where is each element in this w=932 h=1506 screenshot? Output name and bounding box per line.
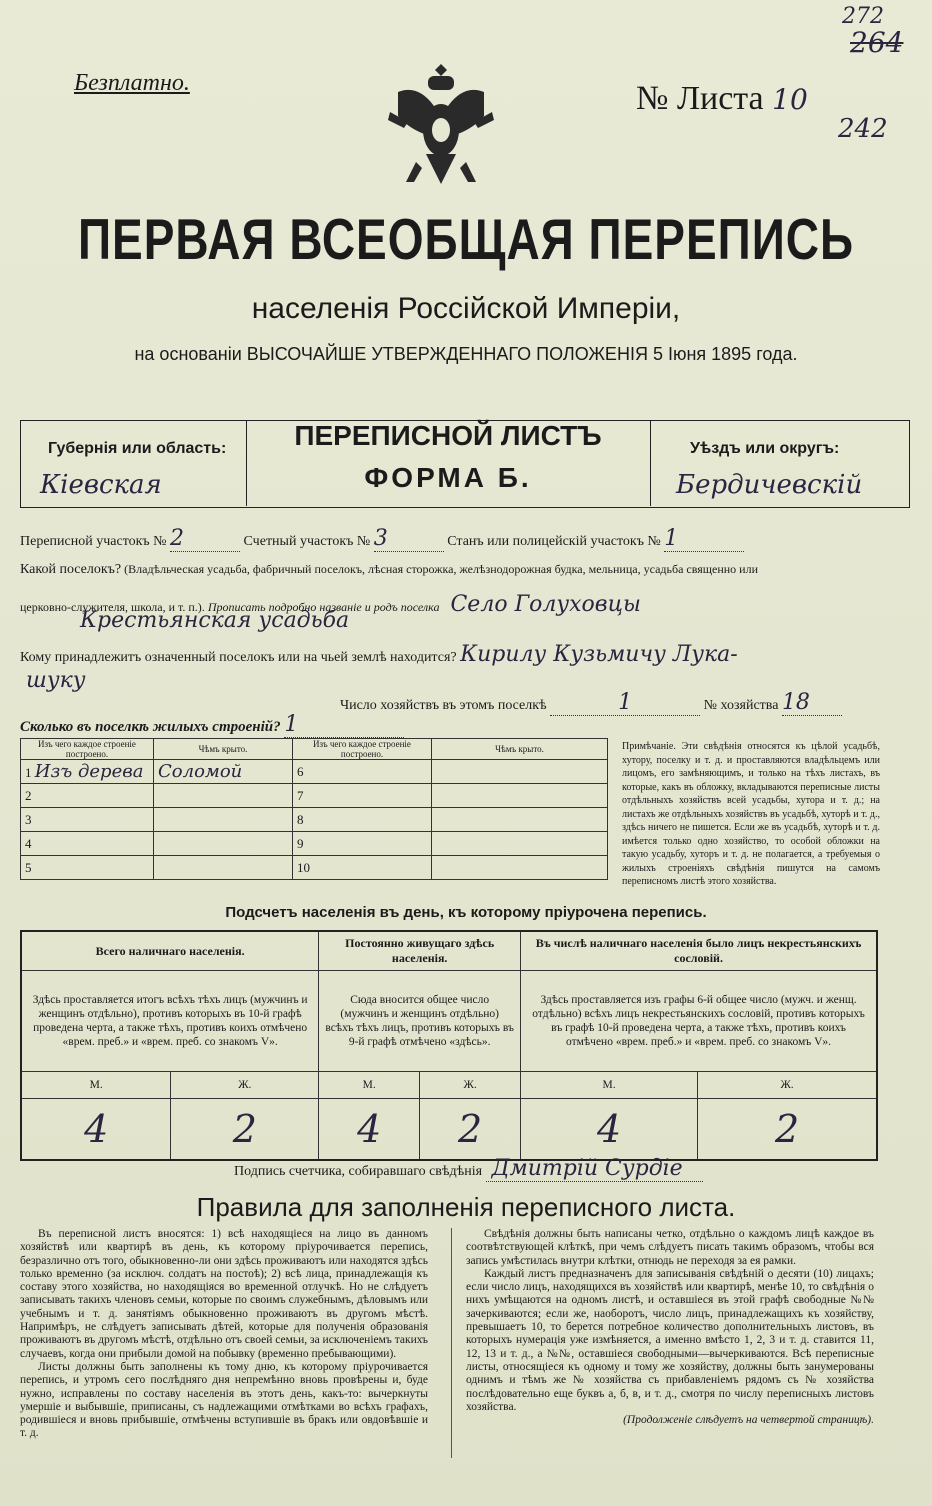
settlement-label: Какой поселокъ? (20, 562, 122, 577)
households-label: Число хозяйствъ въ этомъ поселкѣ (340, 698, 547, 713)
owner-label: Кому принадлежитъ означенный поселокъ или на чьей землѣ находится? (20, 650, 457, 665)
roof-header-right: Чѣмъ крыто. (432, 739, 608, 760)
non-peasant-header: Въ числѣ наличнаго населенія было лицъ некрестьянскихъ сословій. (521, 931, 877, 971)
male-header: М. (319, 1072, 420, 1099)
household-number-label: № хозяйства (703, 698, 779, 713)
rules-left-paragraph-1: Въ переписной листъ вносятся: 1) всѣ находящіеся на лицо въ данномъ хозяйствѣ или квартирѣ въ день, къ которому пріурочивается перепись, безразлично отъ того, обыкновенно-ли они здѣсь проживаютъ или находятся здѣсь только временно (за исключ. солдатъ на постоѣ); 2) всѣ лица, принадлежащія къ составу этого хозяйства, но находящіяся во временной отлучкѣ. Но не слѣдуетъ записывать такихъ членовъ семьи, которые по своимъ служебнымъ, дѣловымъ или учебнымъ и т. д. занятіямъ обыкновенно проживаютъ въ другомъ мѣстѣ. Напримѣръ, не слѣдуетъ записывать дѣтей, которые для полученія образованія проживаютъ въ другомъ мѣстѣ, отдѣльно отъ своей семьи, за исключеніемъ такихъ случаевъ, когда они прибыли домой на побывку (временно пребывающими). (20, 1228, 429, 1360)
building-roof (432, 832, 608, 856)
building-roof: Соломой (154, 760, 293, 784)
table-row (21, 760, 608, 784)
row-number: 3 (21, 808, 154, 832)
building-roof (154, 856, 293, 880)
sheet-number-label: № Листа (636, 80, 764, 117)
building-material: Изъ дерева (34, 761, 144, 782)
uezd-value: Бердичевскій (676, 470, 863, 500)
row-number: 2 (21, 784, 154, 808)
total-population-header: Всего наличнаго населенія. (21, 931, 319, 971)
building-roof (154, 784, 293, 808)
row-number: 1 (25, 765, 32, 780)
buildings-line (20, 712, 404, 738)
settlement-value-2: Крестьянская усадьба (80, 608, 350, 633)
rules-left-paragraph-2: Листы должны быть заполнены къ тому дню, къ которому пріурочивается перепись, и утромъ сего послѣдняго дня непремѣнно вновь провѣрены и, буде нужно, исправлены по составу населенія въ этотъ день, какъ-то: вычеркнуты умершіе и выбывшіе, приписаны, съ надлежащими отмѣтками во всѣхъ графахъ, родившіеся и вновь прибывшіе, отмѣчены вступившіе въ бракъ или овдовѣвшіе и т. д. (20, 1360, 428, 1440)
total-female-count: 2 (171, 1099, 319, 1161)
building-roof (154, 808, 293, 832)
table-row (21, 784, 608, 808)
building-roof (432, 784, 608, 808)
settlement-hint: (Владѣльческая усадьба, фабричный поселокъ, лѣсная сторожка, желѣзнодорожная будка, мельница, усадьба священно или (124, 562, 758, 576)
row-number: 10 (293, 856, 432, 880)
total-male-count: 4 (21, 1099, 171, 1161)
household-number-value: 18 (782, 690, 842, 716)
row-number: 4 (21, 832, 154, 856)
female-header: Ж. (698, 1072, 877, 1099)
table-row (21, 856, 608, 880)
sheet-number-value: 10 (772, 83, 808, 116)
rules-left-column (20, 1228, 428, 1441)
building-roof (432, 856, 608, 880)
building-material-cell (21, 760, 154, 784)
population-table (20, 930, 878, 1161)
rules-title: Правила для заполненія переписного листа. (196, 1192, 736, 1222)
non-peasant-desc: Здѣсь проставляется изъ графы 6-й общее число (мужч. и женщ. отдѣльно) всѣхъ лицъ некрестьянскихъ сословій, противъ которыхъ въ графѣ 10-й проведена черта, а также тѣхъ, противъ коихъ отмѣчено «врем. преб.» и «врем. преб. со знакомъ V». (521, 971, 877, 1072)
non-peasant-female-count: 2 (698, 1099, 877, 1161)
row-number: 5 (21, 856, 154, 880)
census-district-value: 2 (170, 526, 240, 552)
male-header: М. (21, 1072, 171, 1099)
police-district-label: Станъ или полицейскій участокъ № (447, 534, 661, 549)
row-number: 7 (293, 784, 432, 808)
gubernia-value: Кіевская (40, 470, 162, 500)
rules-right-paragraph-2: Каждый листъ предназначенъ для записыванія свѣдѣній о десяти (10) лицахъ; если число лицъ, находящихся въ хозяйствѣ или квартирѣ, менѣе 10, то свѣдѣнія о нихъ умѣщаются на одномъ листѣ, и оставшіеся въ этой графѣ свободные №№ зачеркиваются; если же, наоборотъ, число лицъ, принадлежащихъ къ хозяйству, превышаетъ 10, то берется потребное количество дополнительныхъ листовъ, въ которыхъ нумерація уже измѣняется, а именно вмѣсто 1, 2, 3 и т. д. ставится 11, 12, 13 и т. д., а №№, оставшіеся свободными—вычеркиваются. Всѣ переписные листы, относящіеся къ одному и тому же хозяйству, должны быть занумерованы однимъ и тѣмъ же № хозяйства съ прибавленіемъ рядомъ съ № хозяйства послѣдовательно еще буквъ а, б, в, и т. д., смотря по числу переписныхъ листовъ хозяйства. (466, 1267, 874, 1413)
form-legal-basis: на основаніи ВЫСОЧАЙШЕ УТВЕРЖДЕННАГО ПОЛОЖЕНІЯ 5 Іюня 1895 года. (134, 344, 798, 364)
archive-number-struck: 264 (850, 26, 904, 59)
uezd-label: Уѣздъ или округъ: (690, 440, 840, 457)
rules-continued-note: (Продолженіе слѣдуетъ на четвертой страницѣ). (623, 1414, 874, 1427)
sheet-number (636, 80, 808, 118)
owner-value-2: шуку (26, 668, 86, 693)
building-roof (154, 832, 293, 856)
owner-line (20, 642, 738, 667)
enumerator-signature: Дмитрій Сурдіе (486, 1156, 703, 1182)
female-header: Ж. (171, 1072, 319, 1099)
permanent-population-desc: Сюда вносится общее число (мужчинъ и женщинъ отдѣльно) всѣхъ тѣхъ лицъ, противъ которыхъ въ 9-й графѣ отмѣчено «здѣсь». (319, 971, 521, 1072)
female-header: Ж. (420, 1072, 521, 1099)
table-row (21, 808, 608, 832)
material-header-left: Изъ чего каждое строеніе построено. (21, 739, 154, 760)
enumerator-signature-line (234, 1156, 703, 1181)
row-number: 6 (293, 760, 432, 784)
settlement-hint-3: Прописать подробно названіе и родъ поселка (207, 600, 440, 614)
form-main-title: ПЕРВАЯ ВСЕОБЩАЯ ПЕРЕПИСЬ (77, 206, 855, 272)
material-header-right: Изъ чего каждое строеніе построено. (293, 739, 432, 760)
archive-number-top: 272 (842, 4, 884, 29)
signature-label: Подпись счетчика, собиравшаго свѣдѣнія (234, 1164, 483, 1179)
form-type-label: ФОРМА Б. (364, 462, 532, 493)
police-district-value: 1 (664, 526, 744, 552)
roof-header-left: Чѣмъ крыто. (154, 739, 293, 760)
rules-right-column (466, 1228, 874, 1427)
total-population-desc: Здѣсь проставляется итогъ всѣхъ тѣхъ лицъ (мужчинъ и женщинъ отдѣльно), противъ которыхъ въ 10-й графѣ проведена черта, а также тѣхъ, противъ коихъ отмѣчено «врем. преб.» и «врем. преб. со знакомъ V». (21, 971, 319, 1072)
imperial-eagle-emblem (386, 62, 496, 202)
permanent-male-count: 4 (319, 1099, 420, 1161)
buildings-label: Сколько въ поселкѣ жилыхъ строеній? (20, 719, 281, 735)
households-value: 1 (550, 690, 700, 716)
settlement-value-1: Село Голуховцы (450, 592, 641, 617)
non-peasant-male-count: 4 (521, 1099, 698, 1161)
form-sheet-title: ПЕРЕПИСНОЙ ЛИСТЪ (294, 420, 602, 451)
population-title: Подсчетъ населенія въ день, къ которому пріурочена перепись. (225, 904, 707, 921)
count-district-value: 3 (374, 526, 444, 552)
row-number: 8 (293, 808, 432, 832)
archive-number-right: 242 (838, 114, 888, 144)
rules-right-paragraph-1: Свѣдѣнія должны быть написаны четко, отдѣльно о каждомъ лицѣ каждое въ соотвѣтствующей клѣткѣ, при чемъ слѣдуетъ писать такимъ образомъ, чтобы вся запись умѣстилась внутри клѣтки, отнюдь не переходя за ея рамки. (466, 1228, 874, 1267)
permanent-population-header: Постоянно живущаго здѣсь населенія. (319, 931, 521, 971)
settlement-line (20, 562, 880, 578)
settlement-hint-2: церковно-служителя, школа, и т. п.). (20, 600, 205, 614)
gubernia-label: Губернія или область: (48, 440, 227, 457)
male-header: М. (521, 1072, 698, 1099)
buildings-table (20, 738, 608, 880)
building-roof (432, 760, 608, 784)
building-roof (432, 808, 608, 832)
permanent-female-count: 2 (420, 1099, 521, 1161)
table-row (21, 832, 608, 856)
households-line (340, 690, 842, 716)
row-number: 9 (293, 832, 432, 856)
form-subtitle: населенія Россійской Имперіи, (251, 292, 681, 325)
district-line (20, 526, 744, 552)
free-label: Безплатно. (74, 70, 190, 96)
buildings-note: Примѣчаніе. Эти свѣдѣнія относятся къ цѣлой усадьбѣ, хутору, поселку и т. д. и проставляются владѣльцемъ или лицомъ, его замѣняющимъ, и только на тѣхъ листахъ, въ которые, какъ въ обложку, вкладываются переписные листы отдѣльныхъ хозяйствъ всей усадьбы, хутора и т. д.; на листахъ же отдѣльныхъ хозяйствъ въ усадьбѣ, хуторѣ и т. д., здѣсь ничего не пишется. Если же въ усадьбѣ, хуторѣ и т. д. имѣется только одно хозяйство, то особой обложки на такую усадьбу, хуторъ и т. д. не полагается, а требуемыя о жилыхъ строеніяхъ свѣдѣнія пишутся на самомъ переписномъ листѣ этого хозяйства. (622, 741, 880, 887)
census-district-label: Переписной участокъ № (20, 534, 167, 549)
count-district-label: Счетный участокъ № (243, 534, 371, 549)
column-divider (451, 1228, 452, 1458)
owner-value-1: Кирилу Кузьмичу Лука- (460, 642, 738, 667)
buildings-value: 1 (284, 712, 404, 738)
